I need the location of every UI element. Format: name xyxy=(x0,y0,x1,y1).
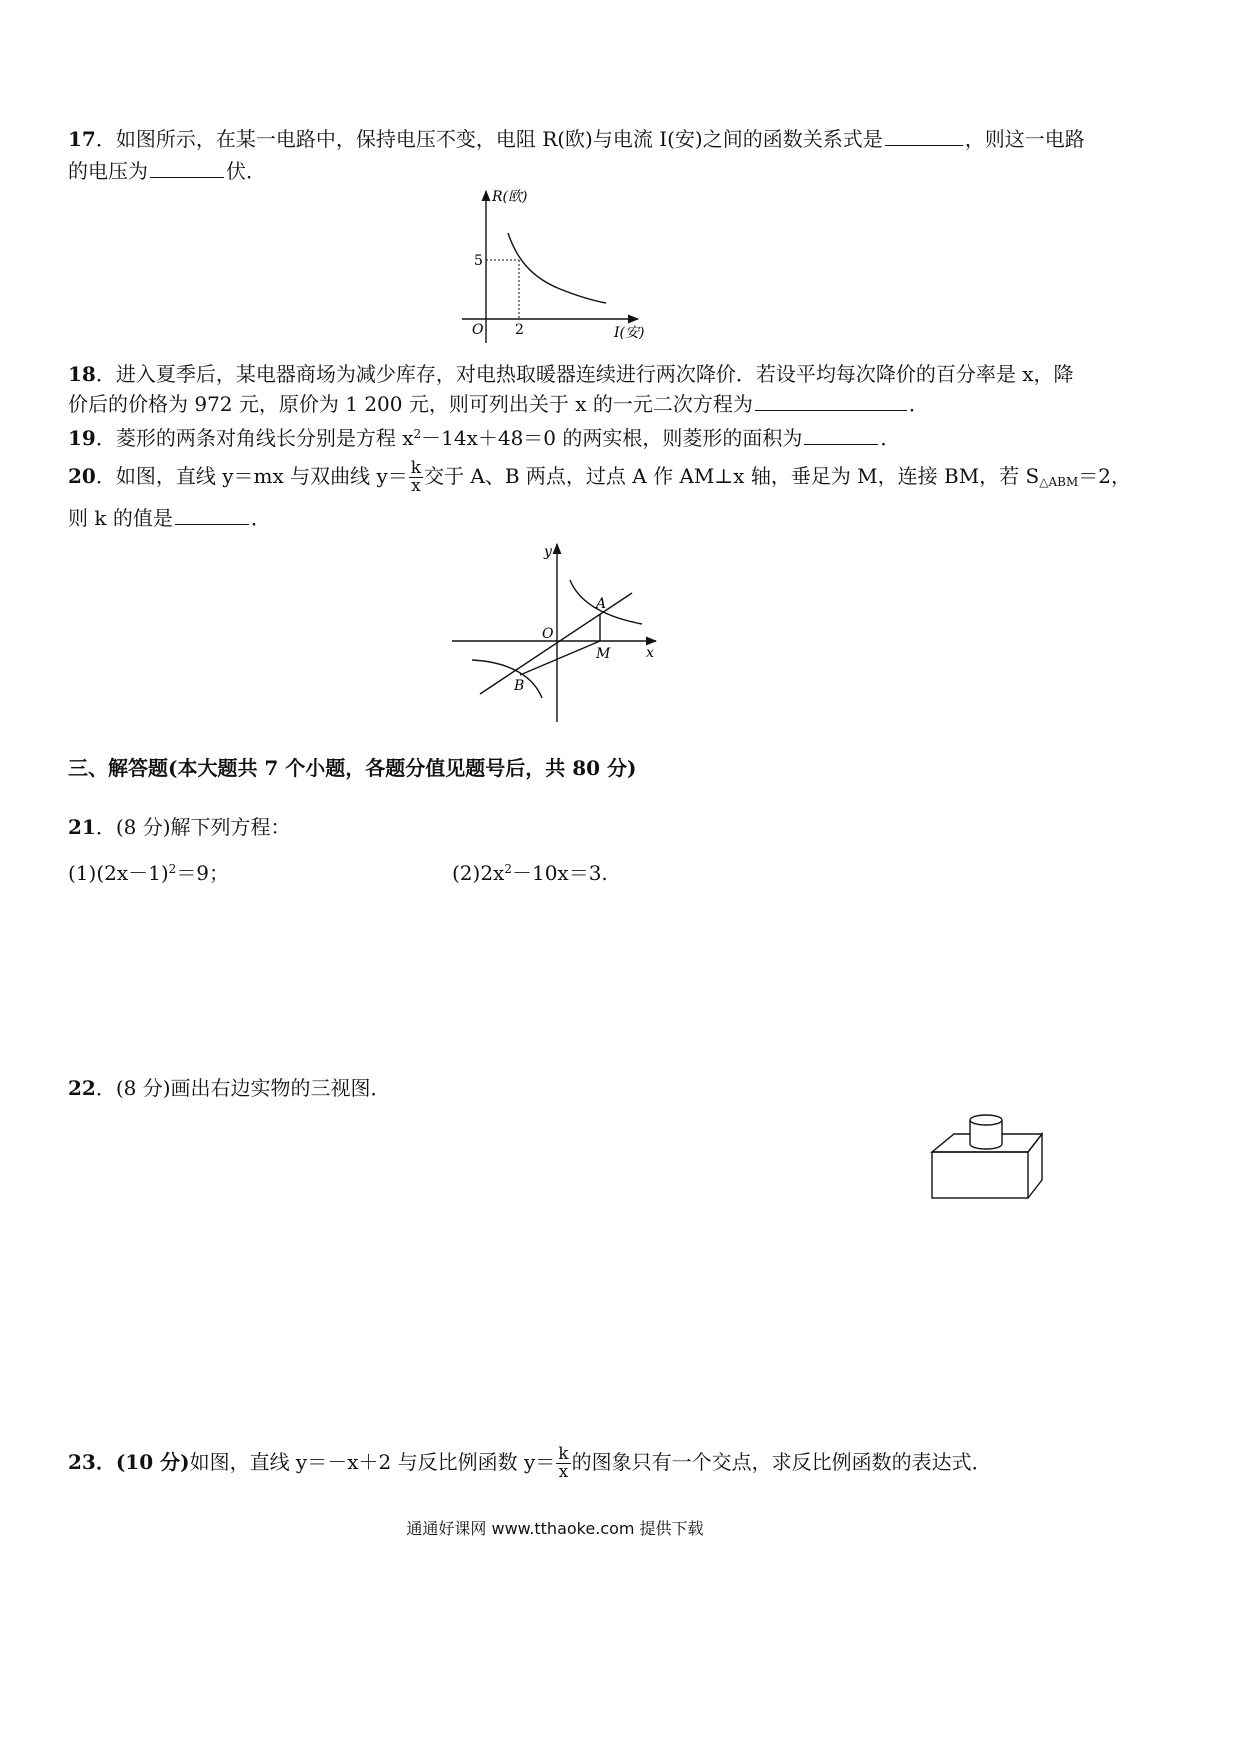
equation-text: －10x＝3. xyxy=(511,861,608,885)
y-tick-label: 5 xyxy=(474,253,483,269)
point-b-label: B xyxy=(514,678,525,694)
section-title: 三、解答题 xyxy=(68,756,168,780)
question-19 xyxy=(68,419,900,453)
section-note: (本大题共 7 个小题，各题分值见题号后，共 80 分) xyxy=(168,756,637,780)
question-20-line2 xyxy=(68,503,271,533)
section-heading xyxy=(68,752,637,781)
x-axis-label: I(安) xyxy=(614,325,645,341)
question-text: ．如图，直线 y＝mx 与双曲线 y＝ xyxy=(95,464,408,488)
question-18 xyxy=(68,359,1073,389)
question-text: 的图象只有一个交点，求反比例函数的表达式． xyxy=(571,1450,992,1474)
question-number: 23 xyxy=(68,1450,96,1474)
question-text: ＝2， xyxy=(1078,464,1131,488)
box-side-face xyxy=(1028,1134,1042,1198)
point-m-label: M xyxy=(596,646,611,662)
question-22 xyxy=(68,1073,391,1103)
superscript: 2 xyxy=(504,862,512,876)
question-text: 解下列方程： xyxy=(170,815,291,839)
question-text: ，则这一电路 xyxy=(964,127,1085,151)
y-axis-label: y xyxy=(544,544,552,560)
fraction-numerator: k xyxy=(410,458,422,478)
question-21 xyxy=(68,812,291,842)
question-text: ．菱形的两条对角线长分别是方程 x xyxy=(95,426,414,450)
cylinder-top xyxy=(970,1115,1002,1125)
point-a-label: A xyxy=(596,596,607,612)
question-text: 伏． xyxy=(226,159,266,183)
answer-blank[interactable] xyxy=(755,390,907,411)
question-17 xyxy=(68,124,1085,154)
question-text: 如图，直线 y＝－x＋2 与反比例函数 y＝ xyxy=(189,1450,556,1474)
y-axis-label: R(欧) xyxy=(492,189,528,205)
question-text: 的电压为 xyxy=(68,159,148,183)
line-y-mx xyxy=(480,593,632,694)
x-axis-label: x xyxy=(646,645,654,661)
fraction-k-over-x xyxy=(409,460,423,495)
segment-bm xyxy=(520,641,600,675)
question-number: 17 xyxy=(68,127,96,151)
question-text: 交于 A、B 两点，过点 A 作 AM⊥x 轴，垂足为 M，连接 BM，若 S xyxy=(424,464,1040,488)
question-text: －14x＋48＝0 的两实根，则菱形的面积为 xyxy=(421,426,803,450)
origin-label: O xyxy=(542,626,554,642)
fraction-numerator: k xyxy=(558,1444,569,1464)
question-number: 19 xyxy=(68,426,96,450)
hyperbola-curve xyxy=(508,233,606,303)
question-21-part-1 xyxy=(68,854,229,888)
question-score: ．(8 分) xyxy=(95,815,171,839)
question-score: ．(10 分) xyxy=(95,1450,190,1474)
question-text: 则 k 的值是 xyxy=(68,506,173,530)
question-text: ．如图所示，在某一电路中，保持电压不变，电阻 R(欧)与电流 I(安)之间的函数关系式是 xyxy=(95,127,883,151)
page-footer xyxy=(0,1516,1110,1539)
question-text: ． xyxy=(908,392,929,416)
resistance-current-graph xyxy=(440,185,670,350)
question-text: ． xyxy=(880,426,901,450)
question-number: 18 xyxy=(68,362,96,386)
hyperbola-line-graph xyxy=(450,540,670,725)
equation-text: (1)(2x－1) xyxy=(68,861,169,885)
question-21-part-2 xyxy=(452,854,608,888)
answer-blank[interactable] xyxy=(804,424,878,445)
fraction-k-over-x xyxy=(556,1446,570,1481)
origin-label: O xyxy=(472,322,484,338)
question-23 xyxy=(68,1446,992,1481)
equation-text: (2)2x xyxy=(452,861,505,885)
x-tick-label: 2 xyxy=(515,322,524,338)
box-with-cylinder-figure xyxy=(926,1108,1052,1206)
superscript: 2 xyxy=(168,862,177,876)
answer-blank[interactable] xyxy=(175,504,249,525)
question-score: ．(8 分) xyxy=(95,1076,171,1100)
question-number: 21 xyxy=(68,815,96,839)
footer-text: 通通好课网 www.tthaoke.com 提供下载 xyxy=(406,1519,704,1538)
answer-blank[interactable] xyxy=(150,157,224,178)
question-number: 22 xyxy=(68,1076,96,1100)
fraction-denominator: x xyxy=(558,1462,569,1482)
box-front-face xyxy=(932,1152,1028,1198)
superscript: 2 xyxy=(413,427,422,441)
question-text: 画出右边实物的三视图． xyxy=(170,1076,391,1100)
question-17-line2 xyxy=(68,156,266,186)
subscript: △ABM xyxy=(1039,475,1079,489)
question-number: 20 xyxy=(68,464,96,488)
question-text: ．进入夏季后，某电器商场为减少库存，对电热取暖器连续进行两次降价．若设平均每次降价的百分率是 x，降 xyxy=(95,362,1074,386)
question-18-line2 xyxy=(68,389,929,419)
question-text: ． xyxy=(250,506,271,530)
question-20 xyxy=(68,460,1131,497)
fraction-denominator: x xyxy=(411,476,421,496)
answer-blank[interactable] xyxy=(885,125,963,146)
equation-text: ＝9； xyxy=(176,861,230,885)
question-text: 价后的价格为 972 元，原价为 1 200 元，则可列出关于 x 的一元二次方程为 xyxy=(68,392,753,416)
